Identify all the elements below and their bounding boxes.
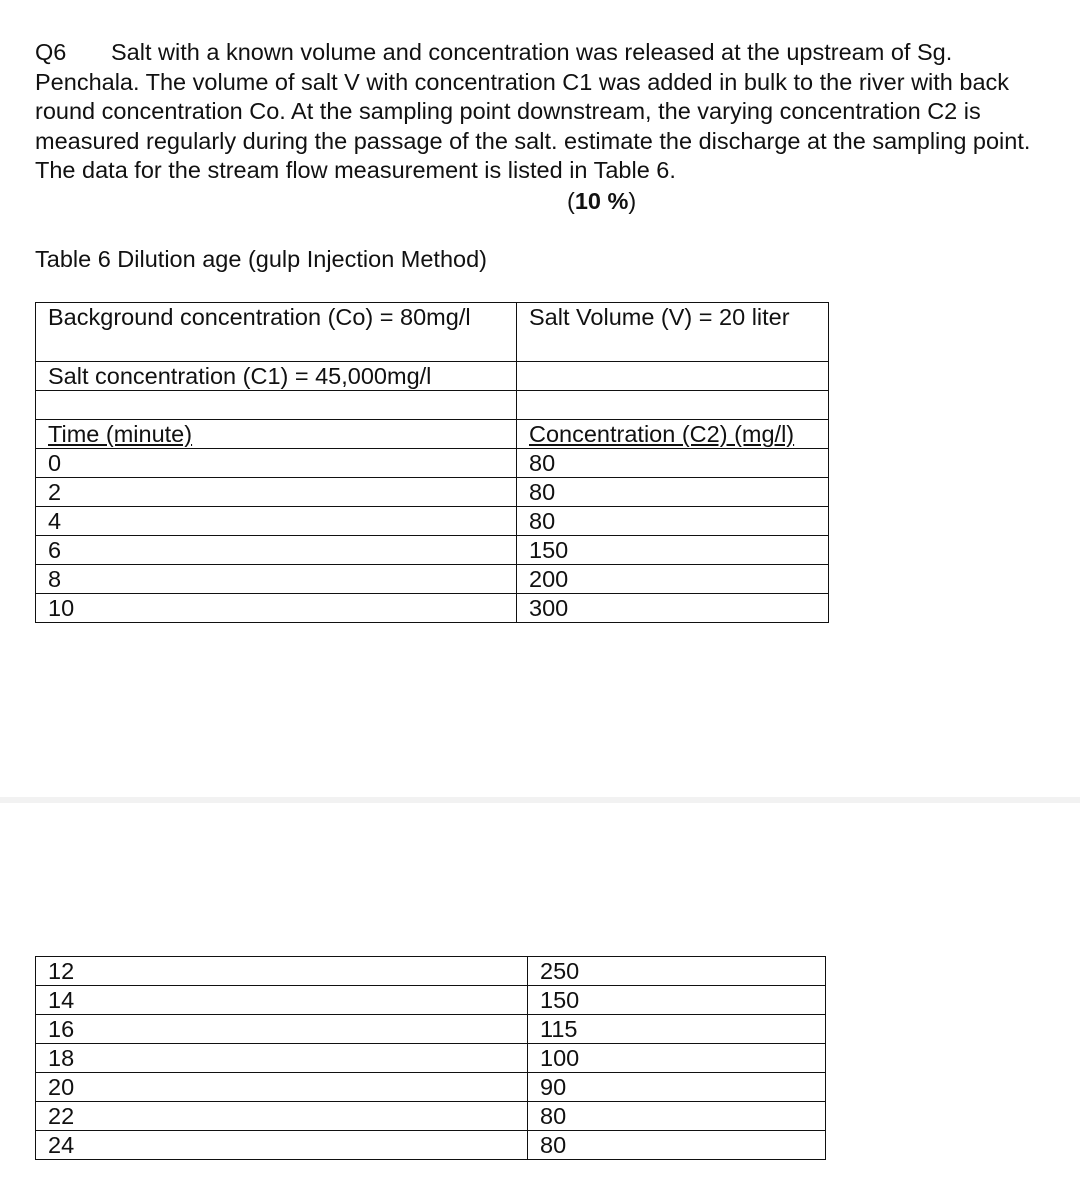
concentration-cell: 200 bbox=[517, 565, 829, 594]
page-break-divider bbox=[0, 797, 1080, 803]
time-cell: 2 bbox=[36, 478, 517, 507]
marks-open-paren: ( bbox=[567, 188, 575, 214]
time-cell: 12 bbox=[36, 957, 528, 986]
concentration-cell: 80 bbox=[517, 507, 829, 536]
concentration-cell: 90 bbox=[528, 1073, 826, 1102]
table-row bbox=[36, 1131, 826, 1160]
background-concentration-cell: Background concentration (Co) = 80mg/l bbox=[36, 303, 517, 362]
time-cell: 16 bbox=[36, 1015, 528, 1044]
empty-cell bbox=[517, 391, 829, 420]
time-column-header bbox=[36, 420, 517, 449]
concentration-cell: 115 bbox=[528, 1015, 826, 1044]
concentration-cell: 250 bbox=[528, 957, 826, 986]
question-number: Q6 bbox=[35, 39, 67, 65]
time-cell: 24 bbox=[36, 1131, 528, 1160]
salt-concentration-cell: Salt concentration (C1) = 45,000mg/l bbox=[36, 362, 517, 391]
concentration-cell: 150 bbox=[517, 536, 829, 565]
concentration-cell: 100 bbox=[528, 1044, 826, 1073]
table-caption: Table 6 Dilution age (gulp Injection Method) bbox=[35, 246, 487, 272]
concentration-cell: 80 bbox=[517, 478, 829, 507]
table-row bbox=[36, 565, 829, 594]
concentration-cell: 80 bbox=[528, 1131, 826, 1160]
table-row bbox=[36, 986, 826, 1015]
concentration-column-header bbox=[517, 420, 829, 449]
salt-volume-cell: Salt Volume (V) = 20 liter bbox=[517, 303, 829, 362]
time-cell: 6 bbox=[36, 536, 517, 565]
time-cell: 10 bbox=[36, 594, 517, 623]
time-cell: 14 bbox=[36, 986, 528, 1015]
time-cell: 18 bbox=[36, 1044, 528, 1073]
question-text-block bbox=[35, 38, 1045, 186]
time-cell: 22 bbox=[36, 1102, 528, 1131]
table-row bbox=[36, 594, 829, 623]
concentration-cell: 300 bbox=[517, 594, 829, 623]
table-row bbox=[36, 536, 829, 565]
table-header-row bbox=[36, 420, 829, 449]
concentration-column-header-text: Concentration (C2) (mg/l) bbox=[529, 421, 795, 447]
time-cell: 0 bbox=[36, 449, 517, 478]
empty-cell bbox=[517, 362, 829, 391]
time-cell: 4 bbox=[36, 507, 517, 536]
table-row bbox=[36, 1015, 826, 1044]
marks-close-paren: ) bbox=[628, 188, 637, 214]
concentration-cell: 150 bbox=[528, 986, 826, 1015]
empty-cell bbox=[36, 391, 517, 420]
table-row bbox=[36, 957, 826, 986]
table-row bbox=[36, 1102, 826, 1131]
time-cell: 20 bbox=[36, 1073, 528, 1102]
dilution-table-page-2 bbox=[35, 956, 826, 1160]
table-row bbox=[36, 449, 829, 478]
table-row bbox=[36, 507, 829, 536]
concentration-cell: 80 bbox=[517, 449, 829, 478]
marks-value: 10 % bbox=[574, 188, 629, 214]
concentration-cell: 80 bbox=[528, 1102, 826, 1131]
table-row bbox=[36, 303, 829, 362]
dilution-table-page-1 bbox=[35, 302, 829, 623]
time-column-header-text: Time (minute) bbox=[48, 421, 193, 447]
table-row bbox=[36, 391, 829, 420]
table-row bbox=[36, 478, 829, 507]
table-row bbox=[36, 362, 829, 391]
table-row bbox=[36, 1073, 826, 1102]
table-row bbox=[36, 1044, 826, 1073]
question-body: Salt with a known volume and concentration was released at the upstream of Sg. Penchala. The volume of salt V with concentration C1 was added in bulk to the river with back round concentration Co. At the sampling point downstream, the varying concentration C2 is measured regularly during the passage of the salt. estimate the discharge at the sampling point. The data for the stream flow measurement is listed in Table 6. bbox=[35, 39, 1031, 183]
time-cell: 8 bbox=[36, 565, 517, 594]
marks-label bbox=[567, 187, 636, 217]
